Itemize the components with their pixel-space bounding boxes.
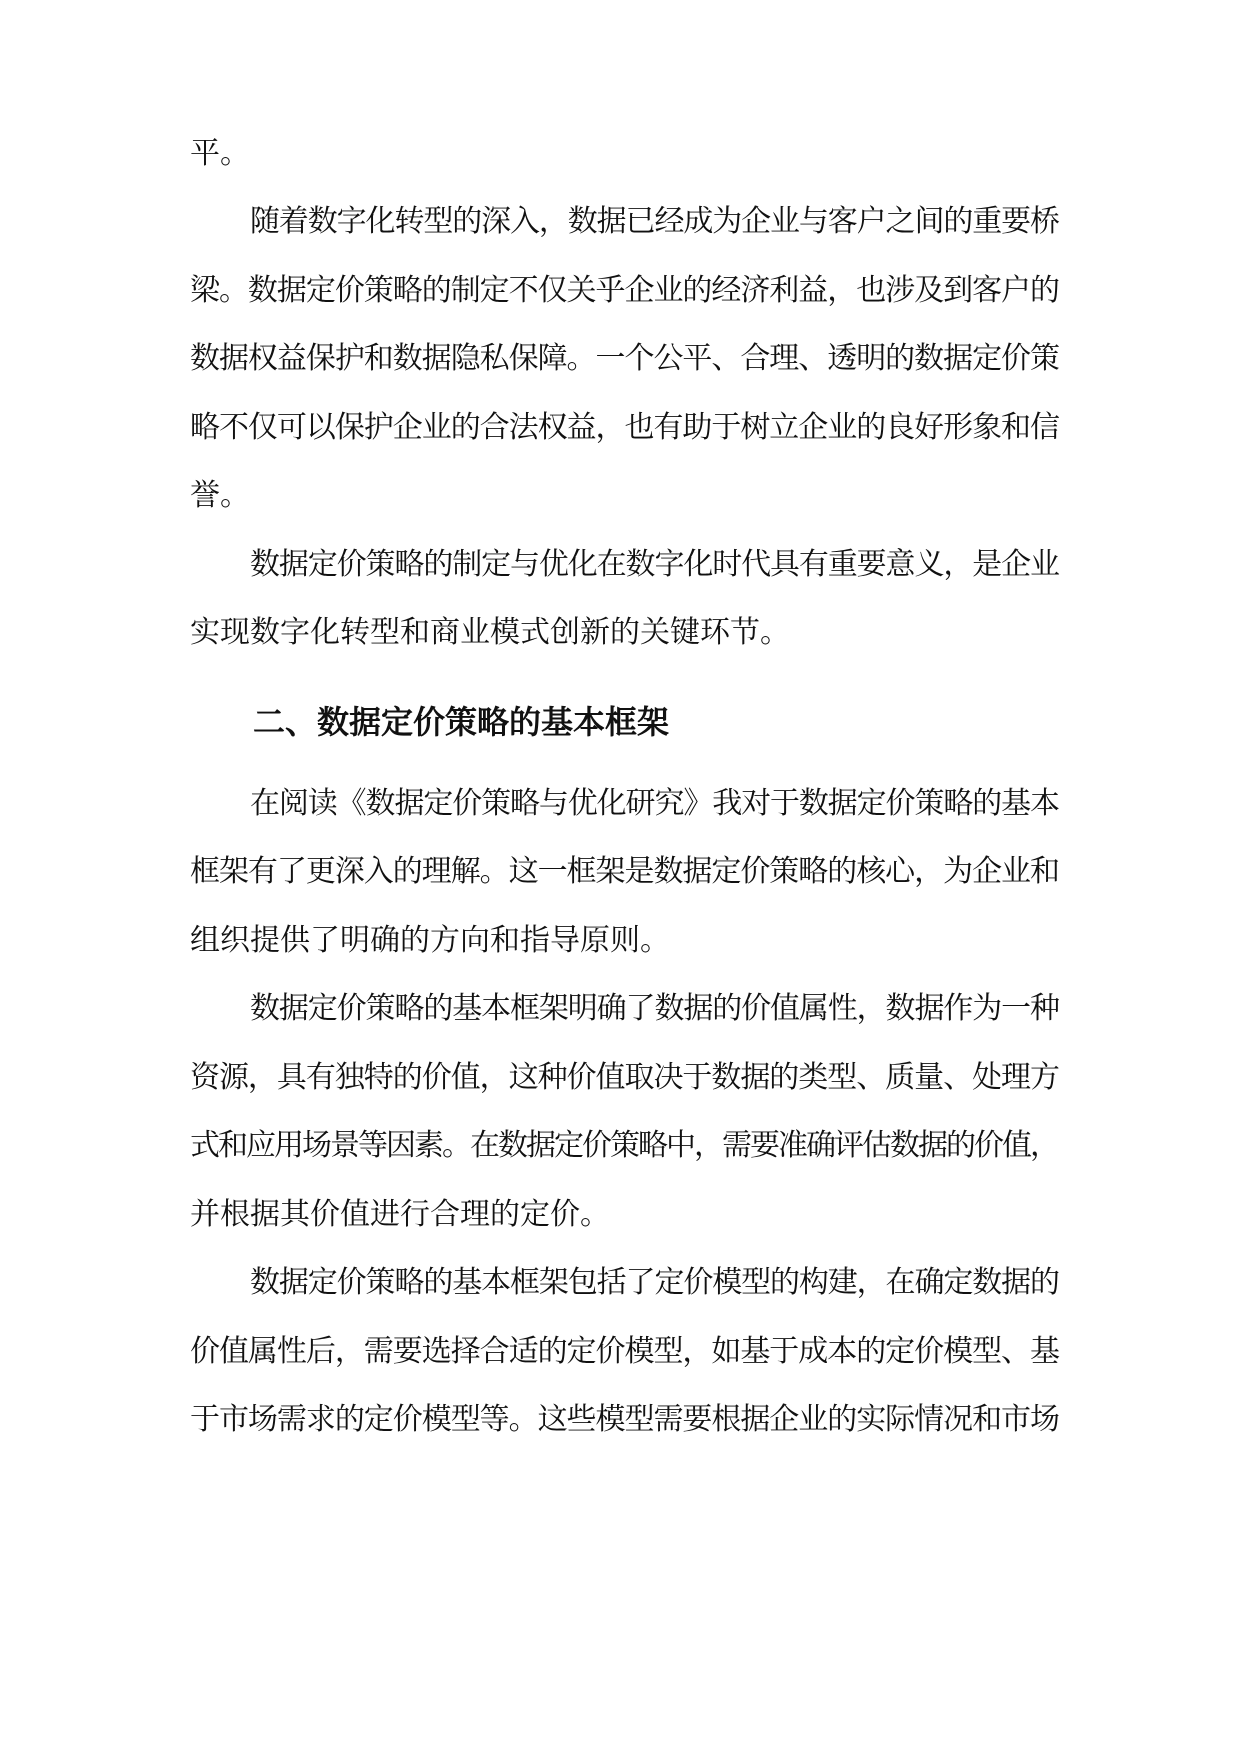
paragraph-2-line-4: 略不仅可以保护企业的合法权益，也有助于树立企业的良好形象和信 (190, 410, 1059, 445)
paragraph-2-line-5: 誉。 (190, 478, 250, 513)
paragraph-5-line-4: 并根据其价值进行合理的定价。 (190, 1197, 610, 1232)
paragraph-4-line-2: 框架有了更深入的理解。这一框架是数据定价策略的核心，为企业和 (190, 854, 1059, 889)
paragraph-6-line-2: 价值属性后，需要选择合适的定价模型，如基于成本的定价模型、基 (190, 1334, 1059, 1369)
paragraph-3-line-2: 实现数字化转型和商业模式创新的关键环节。 (190, 615, 790, 650)
paragraph-5-line-2: 资源，具有独特的价值，这种价值取决于数据的类型、质量、处理方 (190, 1060, 1059, 1095)
paragraph-4-line-1: 在阅读《数据定价策略与优化研究》我对于数据定价策略的基本 (250, 786, 1059, 821)
paragraph-2-line-3: 数据权益保护和数据隐私保障。一个公平、合理、透明的数据定价策 (190, 341, 1059, 376)
paragraph-1-line-1: 平。 (190, 136, 250, 171)
paragraph-2-line-1: 随着数字化转型的深入，数据已经成为企业与客户之间的重要桥 (250, 204, 1059, 239)
section-heading: 二、数据定价策略的基本框架 (253, 703, 670, 741)
paragraph-2-line-2: 梁。数据定价策略的制定不仅关乎企业的经济利益，也涉及到客户的 (190, 273, 1059, 308)
paragraph-6-line-1: 数据定价策略的基本框架包括了定价模型的构建，在确定数据的 (250, 1265, 1059, 1300)
paragraph-5-line-3: 式和应用场景等因素。在数据定价策略中，需要准确评估数据的价值， (190, 1128, 1058, 1163)
paragraph-6-line-3: 于市场需求的定价模型等。这些模型需要根据企业的实际情况和市场 (190, 1402, 1059, 1437)
paragraph-5-line-1: 数据定价策略的基本框架明确了数据的价值属性，数据作为一种 (250, 991, 1059, 1026)
paragraph-3-line-1: 数据定价策略的制定与优化在数字化时代具有重要意义，是企业 (250, 547, 1059, 582)
paragraph-4-line-3: 组织提供了明确的方向和指导原则。 (190, 923, 670, 958)
